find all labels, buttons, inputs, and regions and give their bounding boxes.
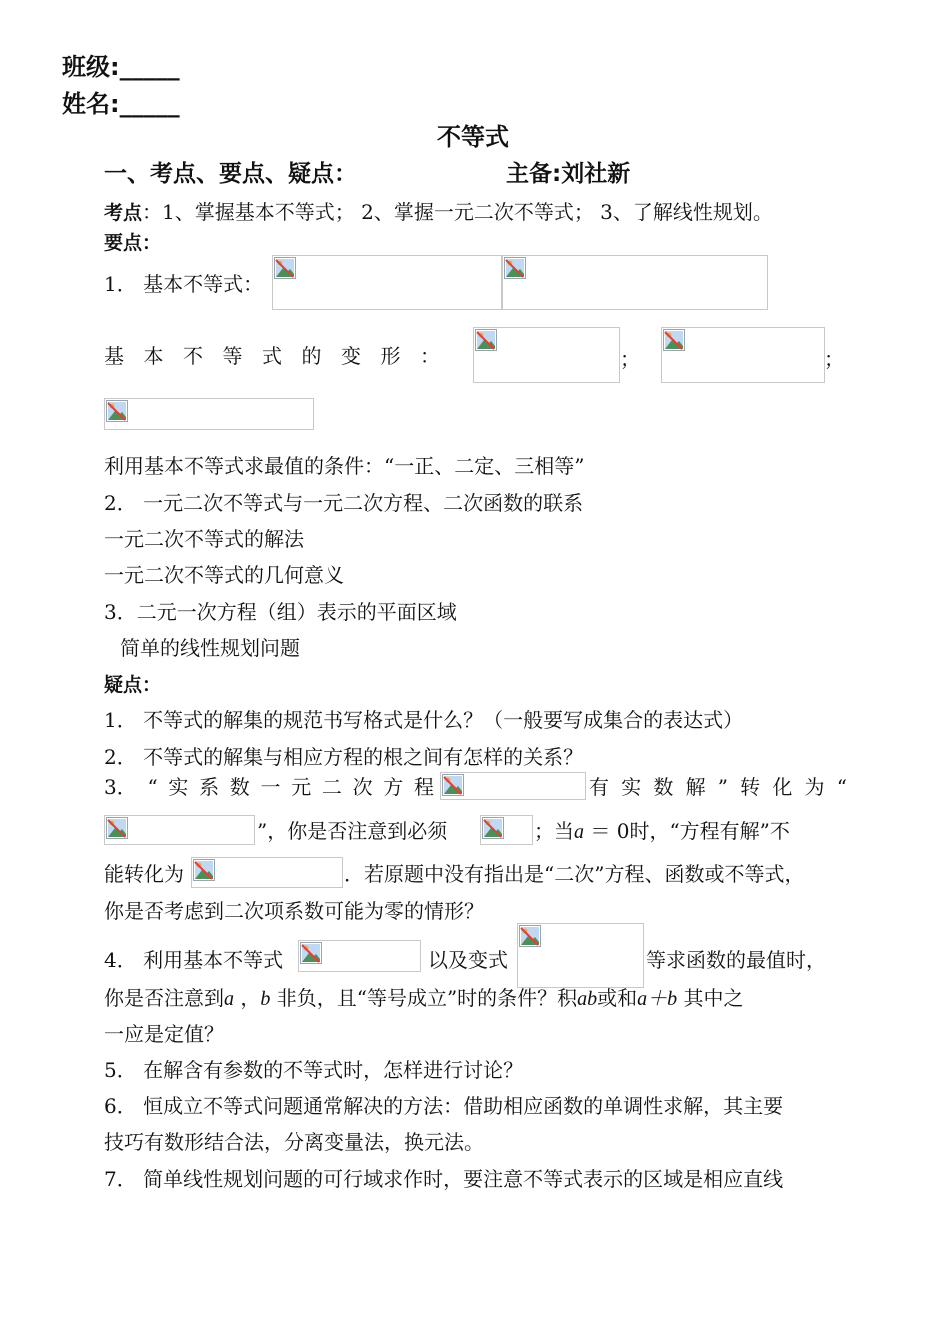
char: 化: [772, 775, 793, 799]
yaodian-item1: 1． 基本不等式：: [104, 272, 264, 296]
yaodian-heading: [104, 228, 161, 257]
char: 一: [260, 775, 281, 799]
char: “: [836, 775, 847, 799]
section-heading: 一、考点、要点、疑点：: [104, 161, 357, 187]
formula-image: [502, 255, 768, 310]
text-line: 一元二次不等式的解法: [104, 527, 304, 551]
q4-text: 非负，且“等号成立”时的条件？积: [276, 986, 578, 1010]
char: 有: [589, 775, 609, 799]
page-title: 不等式: [437, 123, 509, 151]
q3-text: ＝ 0时，“方程有解”不: [584, 819, 790, 843]
char: 实: [621, 775, 642, 799]
question-1: 1． 不等式的解集的规范书写格式是什么？（一般要写成集合的表达式）: [104, 708, 744, 732]
q3-text: ；当: [534, 819, 574, 843]
question-3-line3-b: ．若原题中没有指出是“二次”方程、函数或不等式，: [344, 862, 805, 886]
question-3-line3-a: 能转化为: [104, 862, 184, 886]
var-b: b: [260, 988, 271, 1010]
question-4-line3: 一应是定值？: [104, 1022, 224, 1046]
author-label: 主备:刘社新: [506, 161, 631, 187]
q4-text: ，: [240, 986, 261, 1010]
formula-image: [480, 815, 533, 845]
question-7: 7． 简单线性规划问题的可行域求作时，要注意不等式表示的区域是相应直线: [104, 1167, 784, 1191]
question-4-line2: [104, 984, 744, 1013]
var-a: a: [224, 988, 234, 1010]
char: 次: [352, 775, 373, 799]
char: 基: [104, 344, 124, 368]
char: 元: [291, 775, 312, 799]
char: 数: [653, 775, 674, 799]
formula-image: [661, 327, 825, 383]
bianxing-line: [104, 342, 440, 370]
char: 的: [301, 344, 322, 368]
question-3-line2-a: ”，你是否注意到必须: [257, 819, 448, 843]
char: 系: [199, 775, 220, 799]
question-6-line2: 技巧有数形结合法，分离变量法，换元法。: [104, 1130, 484, 1154]
yaodian-colon: ：: [142, 232, 162, 254]
char: 式: [262, 344, 282, 368]
char: 解: [685, 775, 706, 799]
question-3-part-b: [589, 773, 847, 801]
question-6-line1: 6． 恒成立不等式问题通常解决的方法：借助相应函数的单调性求解，其主要: [104, 1094, 784, 1118]
kaodian-line: [104, 198, 773, 227]
q4-text: 你是否注意到: [104, 986, 224, 1010]
formula-image: [440, 772, 586, 800]
formula-image: [473, 327, 620, 383]
formula-image: [104, 398, 314, 430]
char: 不: [183, 344, 203, 368]
char: ：: [420, 344, 440, 368]
question-4-line1-c: 等求函数的最值时，: [646, 948, 826, 972]
yaodian-item2: 2． 一元二次不等式与一元二次方程、二次函数的联系: [104, 491, 584, 515]
char: 3．: [104, 775, 137, 799]
char: ”: [717, 775, 728, 799]
question-3-line2-b: [534, 817, 790, 846]
class-label: 班级:_____: [62, 53, 180, 81]
char: 等: [222, 344, 243, 368]
var-a-plus-b: a＋b: [637, 988, 678, 1010]
question-5: 5． 在解含有参数的不等式时，怎样进行讨论？: [104, 1058, 524, 1082]
char: 程: [414, 775, 434, 799]
question-4-line1-b: 以及变式: [428, 948, 508, 972]
kaodian-text: ：1、掌握基本不等式； 2、掌握一元二次不等式； 3、了解线性规划。: [142, 200, 773, 224]
question-3-part-a: [104, 773, 434, 801]
yidian-label: 疑点: [104, 674, 143, 696]
char: 形: [380, 344, 401, 368]
question-4-line1-a: 4． 利用基本不等式: [104, 948, 284, 972]
var-a: a: [574, 821, 584, 843]
text-line: 简单的线性规划问题: [120, 636, 300, 660]
text-line: 一元二次不等式的几何意义: [104, 563, 344, 587]
semicolon: ；: [620, 347, 640, 371]
char: 变: [341, 344, 361, 368]
var-ab: ab: [577, 988, 598, 1010]
yaodian-label: 要点: [104, 232, 143, 254]
char: “: [147, 775, 158, 799]
char: 数: [229, 775, 250, 799]
q4-text: 其中之: [683, 986, 744, 1010]
kaodian-label: 考点: [104, 202, 143, 224]
formula-image: [298, 940, 421, 972]
char: 为: [804, 775, 825, 799]
char: 转: [740, 775, 761, 799]
formula-image: [517, 923, 644, 988]
q4-text: 或和: [597, 986, 638, 1010]
char: 本: [143, 344, 164, 368]
yidian-colon: ：: [142, 674, 162, 696]
question-2: 2． 不等式的解集与相应方程的根之间有怎样的关系？: [104, 745, 584, 769]
formula-image: [191, 857, 343, 888]
yidian-heading: [104, 670, 161, 699]
formula-image: [104, 815, 255, 845]
question-3-line4: 你是否考虑到二次项系数可能为零的情形？: [104, 899, 484, 923]
char: 实: [168, 775, 189, 799]
name-label: 姓名:_____: [62, 90, 180, 118]
formula-image: [272, 255, 502, 310]
char: 方: [383, 775, 404, 799]
yaodian-item3: 3．二元一次方程（组）表示的平面区域: [104, 600, 457, 624]
condition-line: 利用基本不等式求最值的条件：“一正、二定、三相等”: [104, 454, 585, 478]
semicolon: ；: [824, 347, 844, 371]
char: 二: [321, 775, 342, 799]
